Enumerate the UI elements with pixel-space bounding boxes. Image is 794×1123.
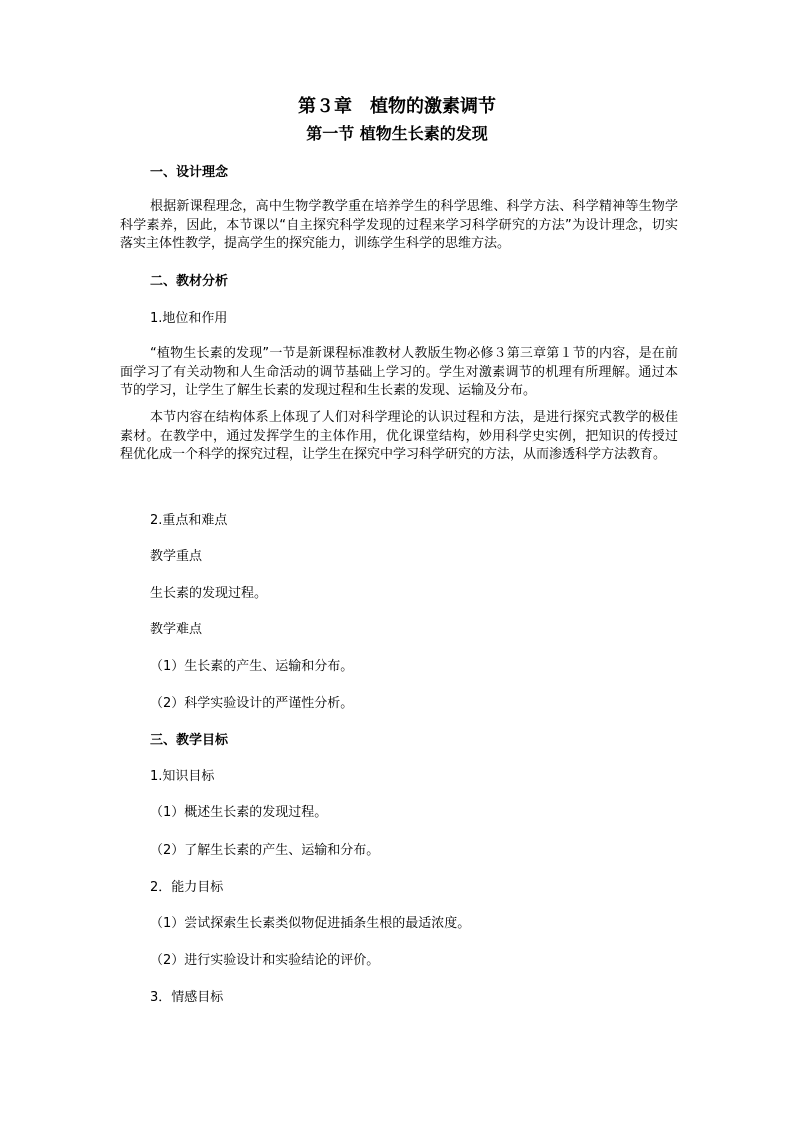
- label-difficulty: 教学难点: [150, 622, 203, 637]
- chapter-title: 第３章 植物的激素调节: [298, 96, 496, 117]
- text-key-point: 生长素的发现过程。: [150, 586, 268, 601]
- text-difficulty-2: （2）科学实验设计的严谨性分析。: [150, 696, 354, 711]
- heading-design-concept: 一、设计理念: [150, 165, 229, 180]
- heading-teaching-goals: 三、教学目标: [150, 733, 229, 748]
- section-title: 第一节 植物生长素的发现: [306, 124, 488, 143]
- text-knowledge-1: （1）概述生长素的发现过程。: [150, 805, 328, 820]
- label-ability-goals: 2．能力目标: [150, 880, 224, 895]
- label-knowledge-goals: 1.知识目标: [150, 769, 215, 784]
- label-position-role: 1.地位和作用: [150, 311, 228, 326]
- text-ability-1: （1）尝试探索生长素类似物促进插条生根的最适浓度。: [150, 916, 471, 931]
- label-key-point: 教学重点: [150, 549, 203, 564]
- text-ability-2: （2）进行实验设计和实验结论的评价。: [150, 953, 380, 968]
- paragraph-design-concept: 根据新课程理念，高中生物学教学重在培养学生的科学思维、科学方法、科学精神等生物学科学素养，因此，本节课以“自主探究科学发现的过程来学习科学研究的方法”为设计理念，切实落实主体性教学，提高学生的探究能力，训练学生科学的思维方法。: [120, 199, 678, 251]
- label-key-difficult: 2.重点和难点: [150, 513, 228, 528]
- label-emotion-goals: 3．情感目标: [150, 990, 224, 1005]
- text-knowledge-2: （2）了解生长素的产生、运输和分布。: [150, 843, 380, 858]
- paragraph-position-2: 本节内容在结构体系上体现了人们对科学理论的认识过程和方法，是进行探究式教学的极佳素材。在教学中，通过发挥学生的主体作用，优化课堂结构，妙用科学史实例，把知识的传授过程优化成一个科学的探究过程，让学生在探究中学习科学研究的方法，从而渗透科学方法教育。: [120, 410, 678, 462]
- paragraph-position-1: “植物生长素的发现”一节是新课程标准教材人教版生物必修３第三章第１节的内容，是在前面学习了有关动物和人生命活动的调节基础上学习的。学生对激素调节的机理有所理解。通过本节的学习，让学生了解生长素的发现过程和生长素的发现、运输及分布。: [120, 346, 678, 398]
- heading-material-analysis: 二、教材分析: [150, 274, 229, 289]
- text-difficulty-1: （1）生长素的产生、运输和分布。: [150, 659, 354, 674]
